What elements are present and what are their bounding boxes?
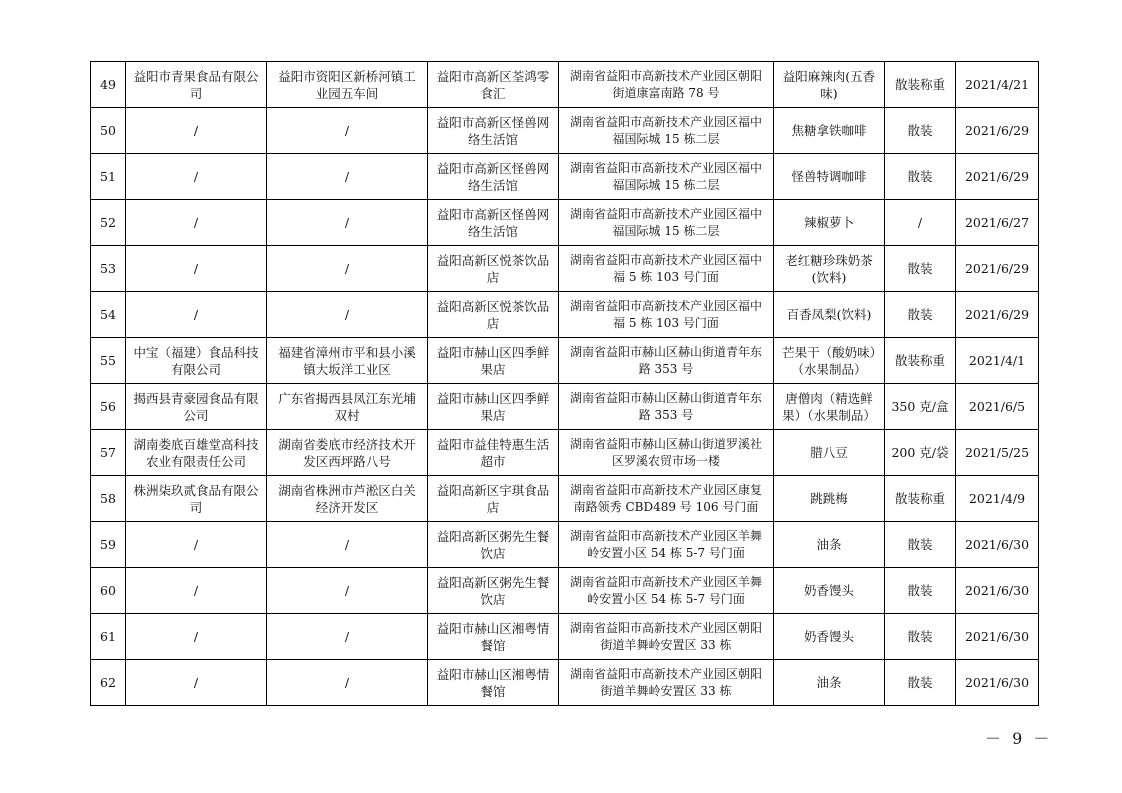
manufacturer-name: / [126,246,267,292]
table-row [91,292,1039,338]
seller-address: 湖南省益阳市高新技术产业园区朝阳街道康富南路 78 号 [559,62,774,108]
production-date: 2021/4/9 [956,476,1039,522]
table-row [91,476,1039,522]
row-index: 62 [91,660,126,706]
package-spec: 散装称重 [885,62,956,108]
seller-name: 益阳市益佳特惠生活超市 [428,430,559,476]
package-spec: 散装 [885,568,956,614]
table-row [91,568,1039,614]
product-name: 腊八豆 [774,430,885,476]
package-spec: 散装 [885,660,956,706]
package-spec: 散装 [885,108,956,154]
production-date: 2021/6/5 [956,384,1039,430]
seller-name: 益阳市赫山区四季鲜果店 [428,338,559,384]
production-date: 2021/4/1 [956,338,1039,384]
manufacturer-name: / [126,614,267,660]
manufacturer-name: / [126,108,267,154]
package-spec: 散装 [885,292,956,338]
seller-name: 益阳市高新区怪兽网络生活馆 [428,108,559,154]
manufacturer-name: / [126,292,267,338]
production-date: 2021/6/30 [956,660,1039,706]
seller-address: 湖南省益阳市高新技术产业园区朝阳街道羊舞岭安置区 33 栋 [559,660,774,706]
manufacturer-address: / [267,292,428,338]
manufacturer-address: / [267,154,428,200]
manufacturer-name: 株洲柒玖贰食品有限公司 [126,476,267,522]
product-name: 唐僧肉（精选鲜果）（水果制品） [774,384,885,430]
product-name: 益阳麻辣肉(五香味) [774,62,885,108]
manufacturer-address: / [267,200,428,246]
seller-address: 湖南省益阳市高新技术产业园区福中福国际城 15 栋二层 [559,108,774,154]
table-row [91,154,1039,200]
seller-name: 益阳高新区粥先生餐饮店 [428,568,559,614]
seller-address: 湖南省益阳市赫山区赫山街道青年东路 353 号 [559,384,774,430]
seller-name: 益阳市赫山区湘粤情餐馆 [428,660,559,706]
manufacturer-name: 揭西县青豪园食品有限公司 [126,384,267,430]
production-date: 2021/6/29 [956,292,1039,338]
package-spec: 散装 [885,246,956,292]
inspection-table [90,61,1039,706]
table-row [91,384,1039,430]
manufacturer-name: 中宝（福建）食品科技有限公司 [126,338,267,384]
seller-name: 益阳高新区悦茶饮品店 [428,246,559,292]
seller-name: 益阳高新区粥先生餐饮店 [428,522,559,568]
manufacturer-address: / [267,660,428,706]
row-index: 50 [91,108,126,154]
production-date: 2021/6/30 [956,614,1039,660]
table-row [91,614,1039,660]
seller-name: 益阳高新区宇琪食品店 [428,476,559,522]
table-row [91,108,1039,154]
seller-address: 湖南省益阳市赫山区赫山街道罗溪社区罗溪农贸市场一楼 [559,430,774,476]
row-index: 55 [91,338,126,384]
manufacturer-address: 广东省揭西县凤江东光埔双村 [267,384,428,430]
product-name: 怪兽特调咖啡 [774,154,885,200]
seller-address: 湖南省益阳市高新技术产业园区福中福 5 栋 103 号门面 [559,292,774,338]
manufacturer-address: / [267,246,428,292]
product-name: 芒果干（酸奶味）（水果制品） [774,338,885,384]
manufacturer-address: 福建省漳州市平和县小溪镇大坂洋工业区 [267,338,428,384]
manufacturer-name: / [126,568,267,614]
product-name: 百香凤梨(饮料) [774,292,885,338]
row-index: 52 [91,200,126,246]
seller-name: 益阳市高新区怪兽网络生活馆 [428,154,559,200]
package-spec: 散装称重 [885,338,956,384]
row-index: 60 [91,568,126,614]
manufacturer-address: 湖南省娄底市经济技术开发区西坪路八号 [267,430,428,476]
seller-address: 湖南省益阳市高新技术产业园区朝阳街道羊舞岭安置区 33 栋 [559,614,774,660]
manufacturer-address: 湖南省株洲市芦淞区白关经济开发区 [267,476,428,522]
package-spec: 散装 [885,614,956,660]
manufacturer-name: / [126,154,267,200]
production-date: 2021/6/29 [956,246,1039,292]
package-spec: 200 克/袋 [885,430,956,476]
page-number: － 9 － [985,729,1053,748]
product-name: 跳跳梅 [774,476,885,522]
table-row [91,522,1039,568]
row-index: 57 [91,430,126,476]
manufacturer-address: / [267,568,428,614]
row-index: 61 [91,614,126,660]
production-date: 2021/6/29 [956,154,1039,200]
product-name: 奶香馒头 [774,614,885,660]
seller-name: 益阳市高新区荃鸿零食汇 [428,62,559,108]
row-index: 49 [91,62,126,108]
table-row [91,338,1039,384]
seller-address: 湖南省益阳市赫山区赫山街道青年东路 353 号 [559,338,774,384]
package-spec: 350 克/盒 [885,384,956,430]
production-date: 2021/6/30 [956,568,1039,614]
production-date: 2021/6/30 [956,522,1039,568]
product-name: 辣椒萝卜 [774,200,885,246]
package-spec: 散装 [885,522,956,568]
table-row [91,62,1039,108]
seller-address: 湖南省益阳市高新技术产业园区康复南路领秀 CBD489 号 106 号门面 [559,476,774,522]
package-spec: 散装 [885,154,956,200]
seller-address: 湖南省益阳市高新技术产业园区羊舞岭安置小区 54 栋 5-7 号门面 [559,522,774,568]
table-row [91,200,1039,246]
package-spec: / [885,200,956,246]
table-row [91,660,1039,706]
seller-address: 湖南省益阳市高新技术产业园区福中福国际城 15 栋二层 [559,154,774,200]
package-spec: 散装称重 [885,476,956,522]
manufacturer-name: / [126,522,267,568]
product-name: 油条 [774,522,885,568]
seller-name: 益阳市高新区怪兽网络生活馆 [428,200,559,246]
production-date: 2021/4/21 [956,62,1039,108]
manufacturer-name: / [126,660,267,706]
manufacturer-address: / [267,522,428,568]
row-index: 53 [91,246,126,292]
production-date: 2021/6/27 [956,200,1039,246]
row-index: 56 [91,384,126,430]
seller-name: 益阳市赫山区湘粤情餐馆 [428,614,559,660]
product-name: 焦糖拿铁咖啡 [774,108,885,154]
manufacturer-name: 湖南娄底百雄堂高科技农业有限责任公司 [126,430,267,476]
manufacturer-name: / [126,200,267,246]
row-index: 51 [91,154,126,200]
seller-name: 益阳高新区悦茶饮品店 [428,292,559,338]
product-name: 老红糖珍珠奶茶(饮料) [774,246,885,292]
row-index: 59 [91,522,126,568]
production-date: 2021/6/29 [956,108,1039,154]
seller-address: 湖南省益阳市高新技术产业园区福中福国际城 15 栋二层 [559,200,774,246]
manufacturer-name: 益阳市青果食品有限公司 [126,62,267,108]
production-date: 2021/5/25 [956,430,1039,476]
manufacturer-address: 益阳市资阳区新桥河镇工业园五车间 [267,62,428,108]
row-index: 58 [91,476,126,522]
seller-address: 湖南省益阳市高新技术产业园区羊舞岭安置小区 54 栋 5-7 号门面 [559,568,774,614]
seller-name: 益阳市赫山区四季鲜果店 [428,384,559,430]
table-row [91,246,1039,292]
seller-address: 湖南省益阳市高新技术产业园区福中福 5 栋 103 号门面 [559,246,774,292]
row-index: 54 [91,292,126,338]
manufacturer-address: / [267,614,428,660]
manufacturer-address: / [267,108,428,154]
table-row [91,430,1039,476]
product-name: 油条 [774,660,885,706]
product-name: 奶香馒头 [774,568,885,614]
